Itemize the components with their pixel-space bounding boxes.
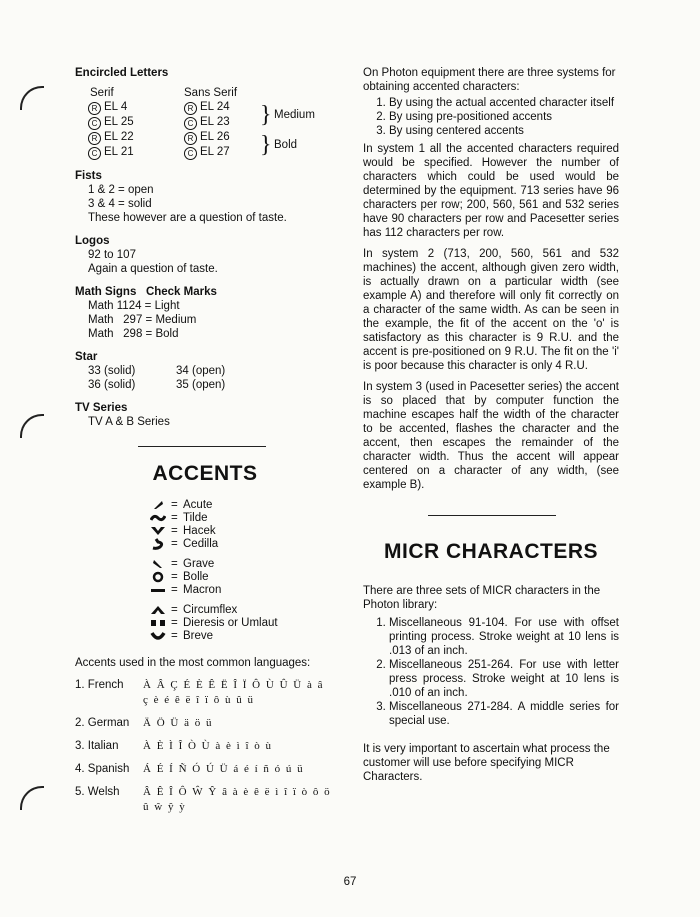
list-item: 3. By using centered accents: [389, 124, 619, 138]
list-item: 1. Miscellaneous 91-104. For use with offset printing process. Stroke weight at 10 lens is .013 of an inch.: [389, 616, 619, 658]
bold-label: Bold: [274, 139, 298, 151]
logos-heading: Logos: [75, 235, 110, 247]
accent-row: = Acute: [145, 498, 345, 511]
system2-paragraph: In system 2 (713, 200, 560, 561 and 532 machines) the accent, although given zero width, is actually drawn on a particular width (see example A) and therefore will only fit correctly on a character of the same width. As can be seen in the example, the fit of the accent on the 'o' is satisfactory as this character is 9 R.U. and the accent is pre-positioned on 9 R.U. The fit on the 'i' is poor because this character is only 4 R.U.: [363, 248, 619, 372]
accent-row: = Circumflex: [145, 603, 345, 616]
cedilla-icon: [145, 538, 171, 550]
binder-hole-mark: [20, 786, 44, 810]
accent-label: Grave: [183, 557, 215, 570]
accent-row: = Grave: [145, 557, 345, 570]
right-column: [363, 66, 619, 784]
system1-paragraph: In system 1 all the accented characters required would be specified. However the number of characters which could be used would be determined by the equipment. 713 series have 96 characters per row; 200, 560, 561 and 532 series have 90 characters per row and Pacesetter series has 112 characters per row.: [363, 143, 619, 239]
system3-paragraph: In system 3 (used in Pacesetter series) the accent is so placed that by computer function the machine escapes half the width of the character to be accented, flashes the character and the accent, then escapes the remainder of the character width. Thus the accent will appear centered on a character of any width, (see example B).: [363, 381, 619, 491]
star-item: 35 (open): [176, 379, 226, 391]
copyright-circle-icon: C: [184, 147, 197, 160]
registered-circle-icon: R: [184, 132, 197, 145]
systems-list: [363, 96, 619, 138]
accent-label: Acute: [183, 498, 213, 511]
accent-row: = Cedilla: [145, 537, 345, 550]
logos-section: [75, 234, 345, 276]
binder-hole-mark: [20, 414, 44, 438]
list-item: 2. Miscellaneous 251-264. For use with letter press process. Stroke weight at 10 lens is .010 of an inch.: [389, 658, 619, 700]
language-row: 2. German Ä Ö Ü ä ö ü: [75, 717, 213, 729]
accent-label: Macron: [183, 583, 222, 596]
photon-intro: On Photon equipment there are three systems for obtaining accented characters:: [363, 67, 616, 93]
accent-label: Tilde: [183, 511, 208, 524]
micr-list: [363, 616, 619, 728]
star-section: [75, 350, 345, 392]
fists-heading: Fists: [75, 170, 102, 182]
tv-line: TV A & B Series: [88, 416, 170, 428]
divider: [138, 446, 266, 447]
brace-icon: }: [260, 132, 272, 158]
accents-title: ACCENTS: [152, 462, 258, 485]
list-item: 3. Miscellaneous 271-284. A middle series for special use.: [389, 700, 619, 728]
macron-icon: [145, 585, 171, 595]
star-item: 36 (solid): [88, 379, 136, 391]
language-row: 3. Italian À È Ì Î Ò Ù à è ì î ò ù: [75, 740, 273, 752]
serif-label: Serif: [90, 87, 114, 99]
encircled-item: R EL 22: [88, 130, 184, 145]
registered-circle-icon: R: [88, 102, 101, 115]
accents-list: [75, 498, 345, 642]
language-row: 4. Spanish Á É Í Ñ Ó Ú Ü á é í ñ ó ú ü: [75, 763, 305, 775]
accent-row: = Hacek: [145, 524, 345, 537]
tv-heading: TV Series: [75, 402, 128, 414]
math-section: [75, 285, 345, 341]
accent-label: Hacek: [183, 524, 216, 537]
micr-closing: It is very important to ascertain what process the customer will use before specifying MICR Characters.: [363, 743, 610, 783]
fists-line: 1 & 2 = open: [88, 184, 154, 196]
copyright-circle-icon: C: [88, 117, 101, 130]
accent-label: Bolle: [183, 570, 209, 583]
page-number: 67: [343, 876, 357, 888]
fists-line: 3 & 4 = solid: [88, 198, 152, 210]
tilde-icon: [145, 513, 171, 523]
micr-title: MICR CHARACTERS: [384, 540, 598, 563]
math-heading: Math Signs Check Marks: [75, 286, 217, 298]
math-row: Math 1124 = Light: [88, 300, 180, 312]
star-item: 33 (solid): [88, 365, 136, 377]
hacek-icon: [145, 526, 171, 536]
sans-label: Sans Serif: [184, 87, 238, 99]
language-row: 5. Welsh Â Ê Î Ô Ŵ Ŷ â à è ê ë ì î ï ò ô ö û ŵ ŷ ỳ: [75, 786, 332, 813]
accent-label: Circumflex: [183, 603, 238, 616]
logos-note: Again a question of taste.: [88, 263, 218, 275]
breve-icon: [145, 631, 171, 641]
encircled-item: R EL 24: [184, 100, 260, 115]
encircled-item: C EL 21: [88, 145, 184, 160]
registered-circle-icon: R: [88, 132, 101, 145]
copyright-circle-icon: C: [88, 147, 101, 160]
encircled-table: [88, 86, 345, 160]
encircled-item: R EL 4: [88, 100, 184, 115]
star-heading: Star: [75, 351, 98, 363]
brace-icon: }: [260, 102, 272, 128]
accent-row: = Macron: [145, 583, 345, 596]
accent-row: = Dieresis or Umlaut: [145, 616, 345, 629]
encircled-item: R EL 26: [184, 130, 260, 145]
copyright-circle-icon: C: [184, 117, 197, 130]
fists-note: These however are a question of taste.: [88, 212, 287, 224]
grave-icon: [145, 559, 171, 569]
math-row: Math 298 = Bold: [88, 328, 179, 340]
languages-intro: Accents used in the most common languages:: [75, 657, 311, 669]
accent-row: = Bolle: [145, 570, 345, 583]
micr-intro: There are three sets of MICR characters in the Photon library:: [363, 585, 601, 611]
languages-list: [75, 678, 345, 815]
language-row: 1. French À Â Ç É È Ê Ë Î Ï Ô Ù Û Ü à â ç è é ê ë î ï ô ù û ü: [75, 679, 324, 706]
dieresis-icon: [145, 618, 171, 628]
accent-label: Dieresis or Umlaut: [183, 616, 278, 629]
registered-circle-icon: R: [184, 102, 197, 115]
binder-hole-mark: [20, 86, 44, 110]
fists-section: [75, 169, 345, 225]
left-column: [75, 66, 345, 815]
encircled-item: C EL 27: [184, 145, 260, 160]
list-item: 1. By using the actual accented character itself: [389, 96, 619, 110]
accent-row: = Breve: [145, 629, 345, 642]
acute-icon: [145, 500, 171, 510]
logos-line: 92 to 107: [88, 249, 136, 261]
encircled-heading: Encircled Letters: [75, 67, 169, 79]
medium-label: Medium: [274, 109, 315, 121]
accent-row: = Tilde: [145, 511, 345, 524]
bolle-icon: [145, 571, 171, 583]
list-item: 2. By using pre-positioned accents: [389, 110, 619, 124]
accent-label: Cedilla: [183, 537, 219, 550]
divider: [428, 515, 556, 516]
tv-section: [75, 401, 345, 429]
encircled-item: C EL 23: [184, 115, 260, 130]
star-item: 34 (open): [176, 365, 226, 377]
circumflex-icon: [145, 605, 171, 615]
accent-label: Breve: [183, 629, 214, 642]
math-row: Math 297 = Medium: [88, 314, 197, 326]
encircled-item: C EL 25: [88, 115, 184, 130]
